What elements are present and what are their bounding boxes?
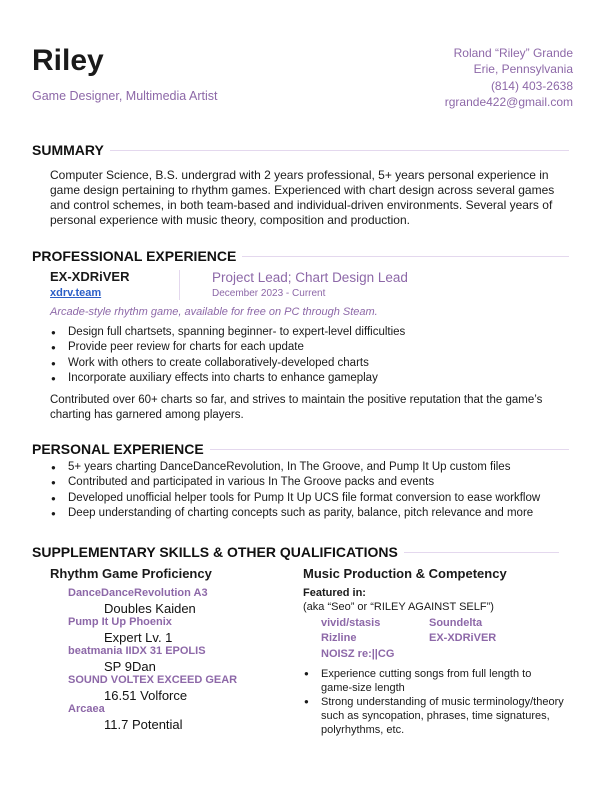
contact-email: rgrande422@gmail.com bbox=[444, 94, 573, 109]
vertical-divider bbox=[179, 270, 180, 300]
job-dates: December 2023 - Current bbox=[212, 288, 326, 299]
supplementary-heading: SUPPLEMENTARY SKILLS & OTHER QUALIFICATIONS bbox=[32, 544, 398, 560]
game-rank: Expert Lv. 1 bbox=[104, 630, 173, 645]
game-title: Arcaea bbox=[68, 703, 105, 715]
alias-item: Rizline bbox=[321, 632, 357, 644]
summary-heading-row bbox=[32, 142, 569, 158]
candidate-subtitle: Game Designer, Multimedia Artist bbox=[32, 89, 218, 103]
personal-heading-row bbox=[32, 441, 569, 457]
game-title: DanceDanceRevolution A3 bbox=[68, 587, 208, 599]
candidate-name: Riley bbox=[32, 44, 104, 77]
personal-bullets bbox=[50, 460, 540, 521]
section-divider bbox=[210, 449, 569, 450]
game-rank: 11.7 Potential bbox=[104, 717, 183, 732]
music-bullets bbox=[303, 667, 565, 737]
professional-closing: Contributed over 60+ charts so far, and strives to maintain the positive reputation that the game’s charting has garnered among players. bbox=[50, 394, 543, 421]
company-tagline: Arcade-style rhythm game, available for free on PC through Steam. bbox=[50, 306, 378, 318]
aka-text: (aka “Seo” or “RILEY AGAINST SELF”) bbox=[303, 601, 494, 613]
summary-heading: SUMMARY bbox=[32, 142, 104, 158]
list-item: ● Experience cutting songs from full length to game-size length bbox=[303, 667, 565, 695]
alias-item: NOISZ re:||CG bbox=[321, 648, 395, 660]
list-item: ● Developed unofficial helper tools for Pump It Up UCS file format conversion to ease workflow bbox=[50, 491, 540, 506]
game-rank: 16.51 Volforce bbox=[104, 688, 188, 703]
list-item: ● Work with others to create collaboratively-developed charts bbox=[50, 356, 405, 371]
game-title: Pump It Up Phoenix bbox=[68, 616, 172, 628]
contact-full-name: Roland “Riley” Grande bbox=[453, 46, 573, 60]
list-item: ● Contributed and participated in various In The Groove packs and events bbox=[50, 475, 540, 490]
professional-bullets bbox=[50, 325, 405, 386]
personal-heading: PERSONAL EXPERIENCE bbox=[32, 441, 204, 457]
alias-item: vivid/stasis bbox=[321, 617, 381, 629]
professional-heading-row bbox=[32, 248, 569, 264]
section-divider bbox=[110, 150, 569, 151]
list-item: ● Provide peer review for charts for each update bbox=[50, 340, 405, 355]
section-divider bbox=[404, 552, 559, 553]
contact-block bbox=[445, 45, 573, 110]
supplementary-heading-row bbox=[32, 544, 559, 560]
list-item: ● Design full chartsets, spanning beginner- to expert-level difficulties bbox=[50, 325, 405, 340]
game-rank: SP 9Dan bbox=[104, 659, 156, 674]
contact-location: Erie, Pennsylvania bbox=[473, 62, 573, 77]
game-title: SOUND VOLTEX EXCEED GEAR bbox=[68, 674, 238, 686]
company-name: EX-XDRiVER bbox=[50, 269, 130, 284]
section-divider bbox=[242, 256, 569, 257]
list-item: ● 5+ years charting DanceDanceRevolution, In The Groove, and Pump It Up custom files bbox=[50, 460, 540, 475]
game-title: beatmania IIDX 31 EPOLIS bbox=[68, 645, 206, 657]
rhythm-proficiency-title: Rhythm Game Proficiency bbox=[50, 566, 212, 581]
list-item: ● Strong understanding of music terminology/theory such as syncopation, phrases, time signatures, polyrhythms, etc. bbox=[303, 695, 565, 737]
professional-heading: PROFESSIONAL EXPERIENCE bbox=[32, 248, 237, 264]
music-production-title: Music Production & Competency bbox=[303, 566, 507, 581]
alias-item: Soundelta bbox=[429, 617, 483, 629]
summary-text: Computer Science, B.S. undergrad with 2 years professional, 5+ years personal experience in game design pertaining to rhythm games. Experienced with chart design across several games and control schemes, in both team-based and individual-driven environments. Several years of personal experience with music theory, composition and production. bbox=[50, 168, 555, 227]
list-item: ● Deep understanding of charting concepts such as parity, balance, pitch relevance and more bbox=[50, 506, 540, 521]
company-link[interactable]: xdrv.team bbox=[50, 287, 102, 299]
job-role: Project Lead; Chart Design Lead bbox=[212, 270, 408, 285]
game-rank: Doubles Kaiden bbox=[104, 601, 196, 616]
featured-in-label: Featured in: bbox=[303, 587, 366, 599]
list-item: ● Incorporate auxiliary effects into charts to enhance gameplay bbox=[50, 371, 405, 386]
contact-phone: (814) 403-2638 bbox=[490, 78, 573, 93]
alias-item: EX-XDRiVER bbox=[429, 632, 497, 644]
